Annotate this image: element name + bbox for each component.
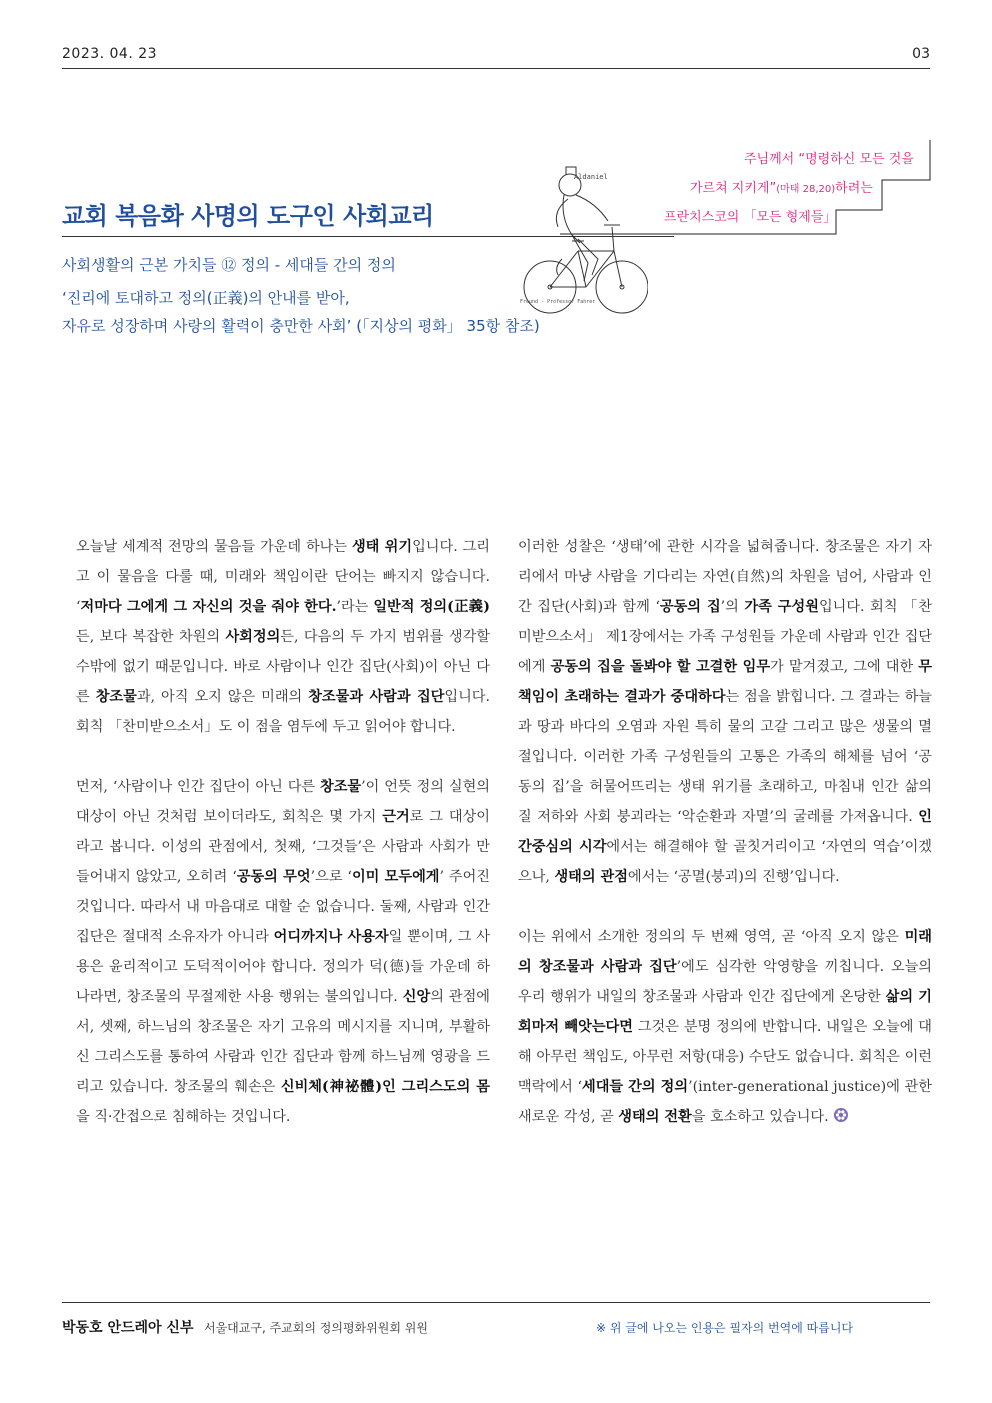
body-text: ’라는 [336,599,374,615]
body-text: ’으로 ‘ [310,869,352,885]
emphasis-text: 창조물 [320,779,362,795]
body-text: 이러한 성찰은 ‘생태’에 관한 시각을 넓혀줍니다. 창조물은 자기 자리에서 마냥 사람을 기다리는 자연(自然)의 차원을 넘어, 사람과 인간 집단(사회)과 함께 ‘ [518,539,932,615]
emphasis-text: 삶의 기회마저 빼앗는다면 [518,989,932,1035]
issue-date: 2023. 04. 23 [62,46,158,62]
body-text: 과, 아직 오지 않은 미래의 [136,689,309,705]
body-text: 오늘날 세계적 전망의 물음들 가운데 하나는 [76,539,352,555]
body-text: 의 관점에서, 셋째, 하느님의 창조물은 자기 고유의 메시지를 지니며, 부활하신 그리스도를 통하여 사람과 인간 집단과 함께 하느님께 영광을 드리고 있습니다. 창조물의 훼손은 [76,989,490,1095]
emphasis-text: 공동의 무엇 [236,869,311,885]
body-text: 에서는 해결해야 할 골칫거리이고 ‘자연의 역습’이겠으나, [518,839,932,885]
emphasis-text: 근거 [382,809,410,825]
emphasis-text: 저마다 그에게 그 자신의 것을 줘야 한다. [80,599,337,615]
stair-line-3: 프란치스코의 「모든 형제들」 [664,210,837,225]
stair-line-2 [690,177,873,196]
emphasis-text: 사회정의 [225,629,281,645]
end-mark-icon [833,1107,849,1123]
emphasis-text: 이미 모두에게 [351,869,440,885]
stair-ref: (마태 28,20) [776,184,836,195]
paragraph [518,922,932,1132]
body-text: 로 그 대상이라고 봅니다. 이성의 관점에서, 첫째, ‘그것들’은 사람과 사회가 만들어내지 않았고, 오히려 ‘ [76,809,491,885]
body-text: 가 맡겨졌고, 그에 대한 [770,659,919,675]
body-text: 일 뿐이며, 그 사용은 윤리적이고 도덕적이어야 합니다. 정의가 덕(德)들 가운데 하나라면, 창조물의 무절제한 사용 행위는 불의입니다. [76,929,490,1005]
emphasis-text: 미래의 창조물과 사람과 집단 [518,929,932,975]
stair-line-2b: 하려는 [835,181,873,196]
body-text: 먼저, ‘사람이나 인간 집단이 아닌 다른 [76,779,321,795]
illustration-caption-top: Aldaniel [574,173,608,181]
body-column-right [518,532,932,1162]
emphasis-text: 인간중심의 시각 [518,809,932,855]
emphasis-text: 공동의 집 [659,599,721,615]
body-text: ’(inter-generational justice)에 관한 새로운 각성, 곧 [518,1079,932,1125]
quote-line-2: 자유로 성장하며 사랑의 활력이 충만한 사회’ (「지상의 평화」 35항 참조) [62,317,540,335]
body-text: 을 직·간접으로 침해하는 것입니다. [76,1109,291,1125]
emphasis-text: 창조물과 사람과 집단 [308,689,445,705]
page-number: 03 [912,46,930,62]
body-text: 입니다. 그리고 이 물음을 다룰 때, 미래와 책임이란 단어는 빠지지 않습니다. ‘ [76,539,491,615]
body-text: 입니다. 회칙 「찬미받으소서」 제1장에서는 가족 구성원들 가운데 사람과 인간 집단에게 [518,599,932,675]
emphasis-text: 세대들 간의 정의 [581,1079,689,1095]
stair-line-2a: 가르쳐 지키게” [690,181,777,196]
stair-line-1: 주님께서 “명령하신 모든 것을 [744,152,914,167]
body-text: ’의 [720,599,745,615]
emphasis-text: 어디까지나 사용자 [273,929,389,945]
body-text: 는 점을 밝힙니다. 그 결과는 하늘과 땅과 바다의 오염과 자원 특히 물의 고갈 그리고 많은 생물의 멸절입니다. 이러한 가족 구성원들의 고통은 가족의 해체를 넘어 ‘공동의 집’을 허물어뜨리는 생태 위기를 초래하고, 마침내 인간 삶의 질 저하와 사회 붕괴라는 ‘악순환과 자멸’의 굴레를 가져옵니다. [518,689,932,825]
body-text: ’이 언뜻 정의 실현의 대상이 아닌 것처럼 보이더라도, 회칙은 몇 가지 [76,779,490,825]
series-subtitle: 사회생활의 근본 가치들 ⑫ 정의 - 세대들 간의 정의 [62,256,396,274]
translation-note: ※ 위 글에 나오는 인용은 필자의 번역에 따릅니다 [596,1321,854,1335]
body-text: 을 호소하고 있습니다. [691,1109,834,1125]
body-text: ’에도 심각한 악영향을 끼칩니다. 오늘의 우리 행위가 내일의 창조물과 사람과 인간 집단에게 온당한 [518,959,933,1005]
body-text: 에서는 ‘공멸(붕괴)의 진행’입니다. [627,869,840,885]
body-text: 든, 다음의 두 가지 범위를 생각할 수밖에 없기 때문입니다. 바로 사람이나 인간 집단(사회)이 아닌 다른 [76,629,490,705]
emphasis-text: 생태의 전환 [618,1109,692,1125]
body-text: 그것은 분명 정의에 반합니다. 내일은 오늘에 대해 아무런 책임도, 아무런 저항(대응) 수단도 없습니다. 회칙은 이런 맥락에서 ‘ [518,1019,932,1095]
body-text: ’ 주어진 것입니다. 따라서 내 마음대로 대할 순 없습니다. 둘째, 사람과 인간 집단은 절대적 소유자가 아니라 [76,869,491,945]
author-name: 박동호 안드레아 신부 [62,1320,194,1336]
cyclist-illustration [518,155,648,320]
emphasis-text: 일반적 정의(正義) [373,599,490,615]
footer-rule [62,1302,930,1303]
body-text: 든, 보다 복잡한 차원의 [76,629,226,645]
paragraph [518,532,932,892]
emphasis-text: 가족 구성원 [744,599,819,615]
emphasis-text: 공동의 집을 돌봐야 할 고결한 임무 [550,659,771,675]
paragraph [76,532,490,742]
quote-line-1: ‘진리에 토대하고 정의(正義)의 안내를 받아, [62,289,350,307]
article-title: 교회 복음화 사명의 도구인 사회교리 [62,202,434,230]
emphasis-text: 생태의 관점 [554,869,628,885]
emphasis-text: 신앙 [402,989,431,1005]
emphasis-text: 생태 위기 [351,539,413,555]
emphasis-text: 무책임이 초래하는 결과가 중대하다 [518,659,932,705]
emphasis-text: 창조물 [95,689,137,705]
emphasis-text: 신비체(神祕體)인 그리스도의 몸 [280,1079,491,1095]
illustration-caption-bottom: Freund - Professor Fahrer [520,299,596,305]
paragraph [76,772,490,1132]
header-rule [62,68,930,69]
body-text: 이는 위에서 소개한 정의의 두 번째 영역, 곧 ‘아직 오지 않은 [518,929,905,945]
body-column-left [76,532,490,1162]
author-role: 서울대교구, 주교회의 정의평화위원회 위원 [204,1321,428,1335]
body-text: 입니다. 회칙 「찬미받으소서」도 이 점을 염두에 두고 읽어야 합니다. [76,689,490,735]
